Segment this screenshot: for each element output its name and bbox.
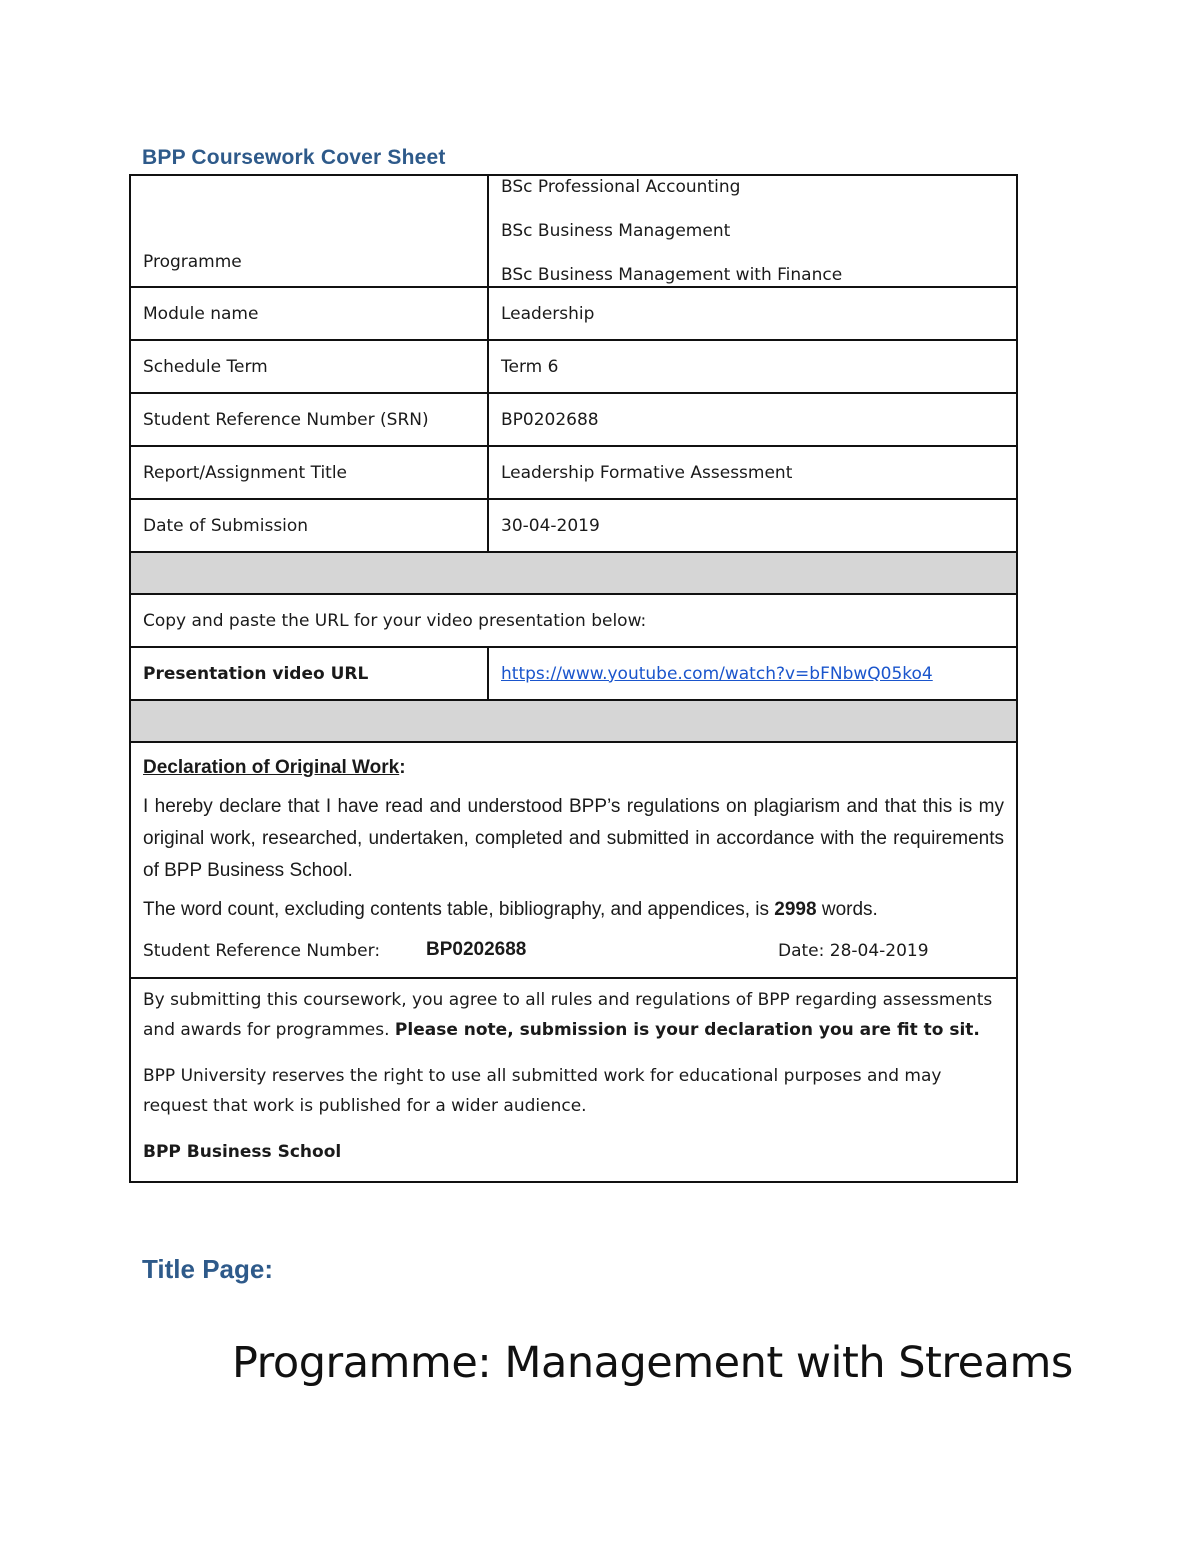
submission-date-value: 30-04-2019: [488, 499, 1017, 552]
assignment-title-label: Report/Assignment Title: [130, 446, 488, 499]
assignment-title-row: [130, 446, 1017, 499]
module-value: Leadership: [488, 287, 1017, 340]
declaration-colon: :: [399, 757, 406, 778]
term-value: Term 6: [488, 340, 1017, 393]
srn-value: BP0202688: [488, 393, 1017, 446]
terms-paragraph-1: [143, 985, 1004, 1045]
declaration-row: [130, 742, 1017, 978]
programme-label: Programme: [130, 175, 488, 287]
word-count-value: 2998: [774, 899, 817, 920]
terms-p1-bold: Please note, submission is your declaration you are fit to sit.: [394, 1020, 980, 1040]
programme-option: BSc Business Management: [501, 221, 731, 241]
video-instruction-row: [130, 594, 1017, 647]
video-url-link[interactable]: https://www.youtube.com/watch?v=bFNbwQ05ko4: [501, 663, 933, 684]
programme-option: BSc Professional Accounting: [501, 177, 741, 197]
srn-label: Student Reference Number (SRN): [130, 393, 488, 446]
programme-values: [488, 175, 1017, 287]
cover-sheet-title: BPP Coursework Cover Sheet: [142, 146, 446, 169]
programme-option: BSc Business Management with Finance: [501, 265, 843, 285]
separator-row: [130, 700, 1017, 742]
term-row: [130, 340, 1017, 393]
declaration-cell: [130, 742, 1017, 978]
srn-row: [130, 393, 1017, 446]
declaration-srn-line: [143, 939, 1004, 965]
video-url-label: Presentation video URL: [130, 647, 488, 700]
declaration-srn-label: Student Reference Number:: [143, 941, 381, 961]
programme-title: Programme: Management with Streams: [232, 1338, 1073, 1388]
word-count-prefix: The word count, excluding contents table, bibliography, and appendices, is: [143, 899, 775, 920]
separator-row: [130, 552, 1017, 594]
declaration-body: I hereby declare that I have read and understood BPP’s regulations on plagiarism and that this is my original work, researched, undertaken, completed and submitted in accordance with the requirements of BPP Business School.: [143, 796, 1004, 881]
separator-cell: [130, 700, 1017, 742]
title-page-heading: Title Page:: [142, 1254, 274, 1284]
word-count-line: [143, 899, 1004, 921]
declaration-date: Date: 28-04-2019: [778, 941, 929, 961]
submission-date-label: Date of Submission: [130, 499, 488, 552]
terms-p1-plain: By submitting this coursework, you agree to all rules and regulations of BPP regarding assessments and awards for programmes.: [143, 990, 993, 1040]
module-label: Module name: [130, 287, 488, 340]
terms-school-name: BPP Business School: [143, 1142, 342, 1162]
video-instruction: Copy and paste the URL for your video presentation below:: [130, 594, 1017, 647]
word-count-suffix: words.: [816, 899, 878, 920]
declaration-srn-value: BP0202688: [426, 939, 527, 960]
video-url-cell: [488, 647, 1017, 700]
terms-row: [130, 978, 1017, 1182]
assignment-title-value: Leadership Formative Assessment: [488, 446, 1017, 499]
term-label: Schedule Term: [130, 340, 488, 393]
terms-school: [143, 1137, 1004, 1167]
video-url-row: [130, 647, 1017, 700]
terms-cell: [130, 978, 1017, 1182]
cover-sheet-table: [129, 174, 1018, 1183]
programme-row: [130, 175, 1017, 287]
submission-date-row: [130, 499, 1017, 552]
terms-paragraph-2: BPP University reserves the right to use all submitted work for educational purposes and may request that work is published for a wider audience.: [143, 1066, 942, 1116]
module-row: [130, 287, 1017, 340]
declaration-heading: Declaration of Original Work: [143, 757, 400, 778]
separator-cell: [130, 552, 1017, 594]
